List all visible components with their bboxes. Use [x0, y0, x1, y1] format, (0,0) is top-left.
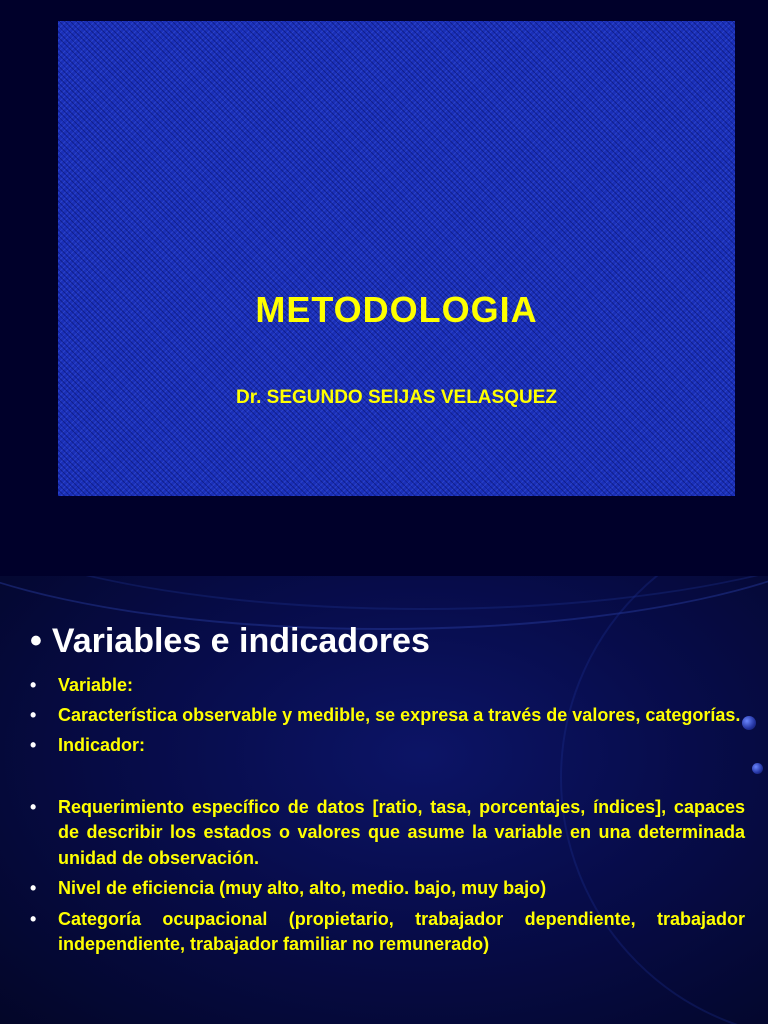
title-panel — [58, 21, 735, 496]
bullet-item: • Categoría ocupacional (propietario, trabajador dependiente, trabajador independiente, trabajador familiar no remunerado) — [30, 907, 745, 958]
author-name: Dr. SEGUNDO SEIJAS VELASQUEZ — [236, 387, 557, 408]
presentation-title: METODOLOGIA — [255, 289, 538, 330]
bullet-item: • Indicador: — [30, 733, 745, 759]
bullet-item: • Requerimiento específico de datos [ratio, tasa, porcentajes, índices], capaces de describir los estados o valores que asume la variable en una determinada unidad de observación. — [30, 795, 745, 872]
bullet-list — [30, 673, 745, 963]
slide-heading — [30, 622, 430, 661]
bullet-item: • Variable: — [30, 673, 745, 699]
bullet-icon: • — [30, 622, 42, 660]
slide-variables — [0, 576, 768, 1024]
decorative-bead — [752, 763, 763, 774]
bullet-item: • Característica observable y medible, se expresa a través de valores, categorías. — [30, 703, 745, 729]
bullet-item: • Nivel de eficiencia (muy alto, alto, medio. bajo, muy bajo) — [30, 876, 745, 902]
slide-heading-text: Variables e indicadores — [51, 622, 430, 660]
